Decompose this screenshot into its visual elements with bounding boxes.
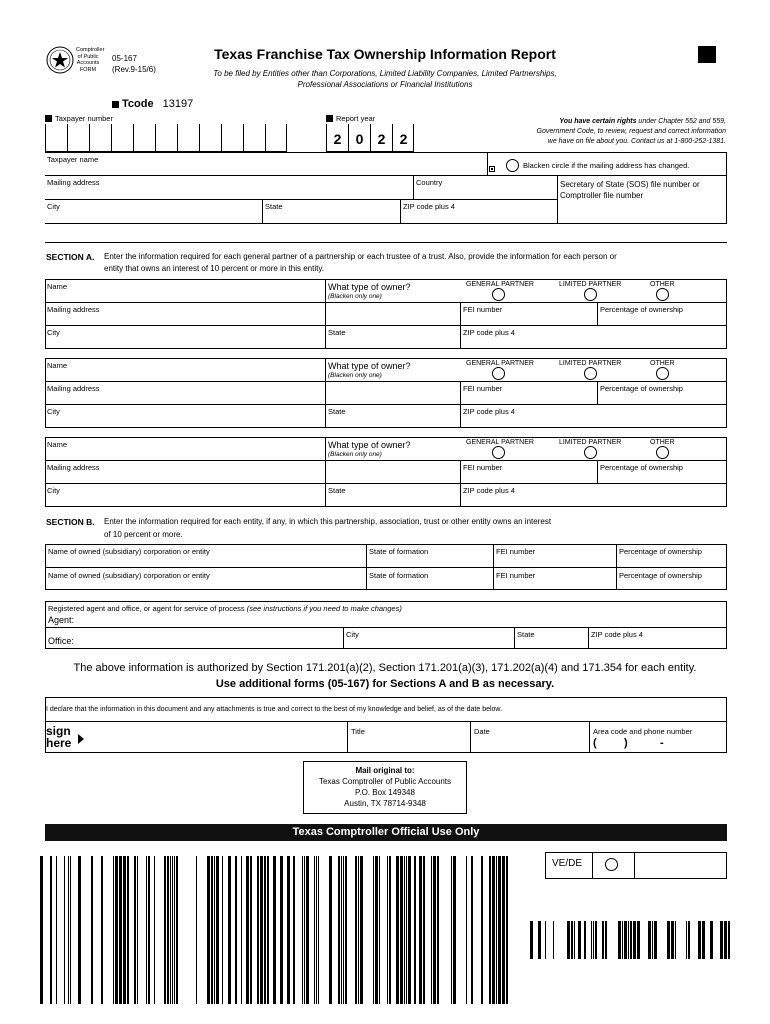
fei-number-label: FEI number: [496, 547, 536, 556]
owner-fei-label: FEI number: [463, 305, 503, 314]
sos-file-label: Secretary of State (SOS) file number or Comptroller file number: [560, 180, 700, 200]
other-circle[interactable]: [656, 367, 669, 380]
other-label: OTHER: [650, 281, 675, 288]
general-partner-label: GENERAL PARTNER: [466, 439, 534, 446]
other-label: OTHER: [650, 439, 675, 446]
agent-zip-label: ZIP code plus 4: [591, 630, 643, 639]
report-year-label: Report year: [326, 114, 375, 123]
barcode-small-icon: [530, 921, 730, 959]
general-partner-circle[interactable]: [492, 446, 505, 459]
general-partner-label: GENERAL PARTNER: [466, 281, 534, 288]
pct-ownership-label: Percentage of ownership: [619, 571, 702, 580]
owner-zip-label: ZIP code plus 4: [463, 486, 515, 495]
owner-state-label: State: [328, 328, 346, 337]
owner-fei-label: FEI number: [463, 463, 503, 472]
agent-city-label: City: [346, 630, 359, 639]
limited-partner-label: LIMITED PARTNER: [559, 281, 622, 288]
phone-label: Area code and phone number: [593, 727, 693, 736]
section-a-heading: SECTION A.: [46, 252, 95, 262]
owner-name-label: Name: [47, 282, 68, 291]
phone-open-paren: (: [593, 737, 597, 749]
general-partner-circle[interactable]: [492, 288, 505, 301]
form-subtitle-2: Professional Associations or Financial Institutions: [297, 80, 473, 89]
zip-label: ZIP code plus 4: [403, 202, 455, 211]
authorization-line-2: Use additional forms (05-167) for Sections A and B as necessary.: [215, 678, 555, 690]
form-number: 05-167: [112, 54, 137, 63]
owner-zip-label: ZIP code plus 4: [463, 328, 515, 337]
address-changed-circle[interactable]: [506, 159, 519, 172]
mailing-address-label: Mailing address: [47, 178, 100, 187]
subsidiary-name-label: Name of owned (subsidiary) corporation or entity: [48, 547, 210, 556]
mail-line-3: Austin, TX 78714-9348: [344, 799, 426, 808]
subsidiary-name-label: Name of owned (subsidiary) corporation or entity: [48, 571, 210, 580]
corner-mark: [698, 46, 716, 63]
state-seal-icon: [46, 46, 74, 74]
section-b-heading: SECTION B.: [46, 517, 95, 527]
tcode: Tcode 13197: [112, 98, 193, 110]
form-title: Texas Franchise Tax Ownership Information Report: [214, 46, 556, 62]
owner-fei-label: FEI number: [463, 384, 503, 393]
section-b-text-1: Enter the information required for each entity, if any, in which this partnership, association, trust or other entity owns an interest: [104, 517, 552, 526]
owner-type-question: What type of owner?: [328, 282, 411, 292]
taxpayer-name-label: Taxpayer name: [47, 155, 99, 164]
office-label: Office:: [48, 636, 74, 646]
owner-mailing-label: Mailing address: [47, 463, 100, 472]
owner-pct-label: Percentage of ownership: [600, 305, 683, 314]
owner-name-label: Name: [47, 361, 68, 370]
owner-city-label: City: [47, 486, 60, 495]
owner-type-question: What type of owner?: [328, 361, 411, 371]
report-year-digit: 2: [399, 131, 408, 147]
mail-heading: Mail original to:: [355, 766, 415, 775]
taxpayer-number-boxes[interactable]: [45, 124, 287, 152]
mail-line-2: P.O. Box 149348: [355, 788, 415, 797]
country-label: Country: [416, 178, 443, 187]
limited-partner-circle[interactable]: [584, 367, 597, 380]
limited-partner-circle[interactable]: [584, 288, 597, 301]
taxpayer-name-input[interactable]: [48, 163, 478, 174]
agency-name: Comptroller of Public Accounts FORM: [76, 47, 105, 73]
address-changed-label: Blacken circle if the mailing address has changed.: [523, 161, 690, 170]
section-a-text-1: Enter the information required for each general partner of a partnership or each trustee of a trust. Also, provide the information for each person or: [104, 252, 617, 261]
barcode-large-icon: [40, 856, 510, 1004]
state-label: State: [265, 202, 283, 211]
owner-zip-label: ZIP code plus 4: [463, 407, 515, 416]
general-partner-label: GENERAL PARTNER: [466, 360, 534, 367]
owner-city-label: City: [47, 328, 60, 337]
owner-pct-label: Percentage of ownership: [600, 384, 683, 393]
declaration-text: I declare that the information in this document and any attachments is true and correct to the best of my knowledge and belief, as of the date below.: [46, 706, 503, 713]
owner-type-question: What type of owner?: [328, 440, 411, 450]
owner-mailing-label: Mailing address: [47, 305, 100, 314]
mail-line-1: Texas Comptroller of Public Accounts: [318, 777, 452, 786]
fei-number-label: FEI number: [496, 571, 536, 580]
sign-arrow-icon: [78, 734, 84, 744]
sign-here-label: sign here: [46, 724, 72, 750]
state-of-formation-label: State of formation: [369, 547, 429, 556]
authorization-line-1: The above information is authorized by Section 171.201(a)(2), Section 171.201(a)(3), 171.202(a)(4) and 171.354 for each entity.: [73, 662, 697, 674]
vede-circle[interactable]: [605, 858, 618, 871]
tcode-square-icon: [112, 101, 119, 108]
date-label: Date: [474, 727, 490, 736]
state-of-formation-label: State of formation: [369, 571, 429, 580]
limited-partner-label: LIMITED PARTNER: [559, 360, 622, 367]
other-circle[interactable]: [656, 446, 669, 459]
agent-label: Registered agent and office, or agent for service of process (see instructions if you need to make changes): [48, 604, 402, 613]
general-partner-circle[interactable]: [492, 367, 505, 380]
owner-name-label: Name: [47, 440, 68, 449]
report-year-digit: 2: [377, 131, 386, 147]
city-label: City: [47, 202, 60, 211]
owner-mailing-label: Mailing address: [47, 384, 100, 393]
official-use-banner: Texas Comptroller Official Use Only: [45, 824, 727, 841]
signature-input[interactable]: [90, 732, 340, 746]
section-b-text-2: of 10 percent or more.: [104, 530, 183, 539]
owner-city-label: City: [47, 407, 60, 416]
report-year-boxes: [326, 124, 414, 152]
other-circle[interactable]: [656, 288, 669, 301]
owner-state-label: State: [328, 407, 346, 416]
mailing-address-input[interactable]: [48, 186, 408, 197]
section-a-text-2: entity that owns an interest of 10 percent or more in this entity.: [104, 264, 324, 273]
report-year-digit: 0: [355, 131, 364, 147]
report-year-digit: 2: [333, 131, 342, 147]
agent-name-label: Agent:: [48, 615, 75, 625]
owner-pct-label: Percentage of ownership: [600, 463, 683, 472]
agent-state-label: State: [517, 630, 535, 639]
rights-notice: You have certain rights under Chapter 552 and 559, Government Code, to review, request and correct information we have on file about you. Contact us at 1-800-252-1381.: [536, 118, 726, 145]
mail-to-box: [303, 761, 467, 814]
other-label: OTHER: [650, 360, 675, 367]
pct-ownership-label: Percentage of ownership: [619, 547, 702, 556]
address-change-marker-icon: [489, 166, 495, 172]
owner-state-label: State: [328, 486, 346, 495]
owner-type-note: (Blacken only one): [328, 372, 382, 379]
form-revision: (Rev.9-15/6): [112, 65, 156, 74]
form-subtitle-1: To be filed by Entities other than Corporations, Limited Liability Companies, Limited Partnerships,: [213, 69, 557, 78]
phone-close-paren: ): [624, 737, 628, 749]
owner-type-note: (Blacken only one): [328, 451, 382, 458]
owner-type-note: (Blacken only one): [328, 293, 382, 300]
limited-partner-circle[interactable]: [584, 446, 597, 459]
title-label: Title: [351, 727, 365, 736]
vede-label: VE/DE: [552, 858, 583, 869]
phone-dash: -: [660, 737, 664, 749]
taxpayer-number-label: Taxpayer number: [45, 114, 113, 123]
limited-partner-label: LIMITED PARTNER: [559, 439, 622, 446]
